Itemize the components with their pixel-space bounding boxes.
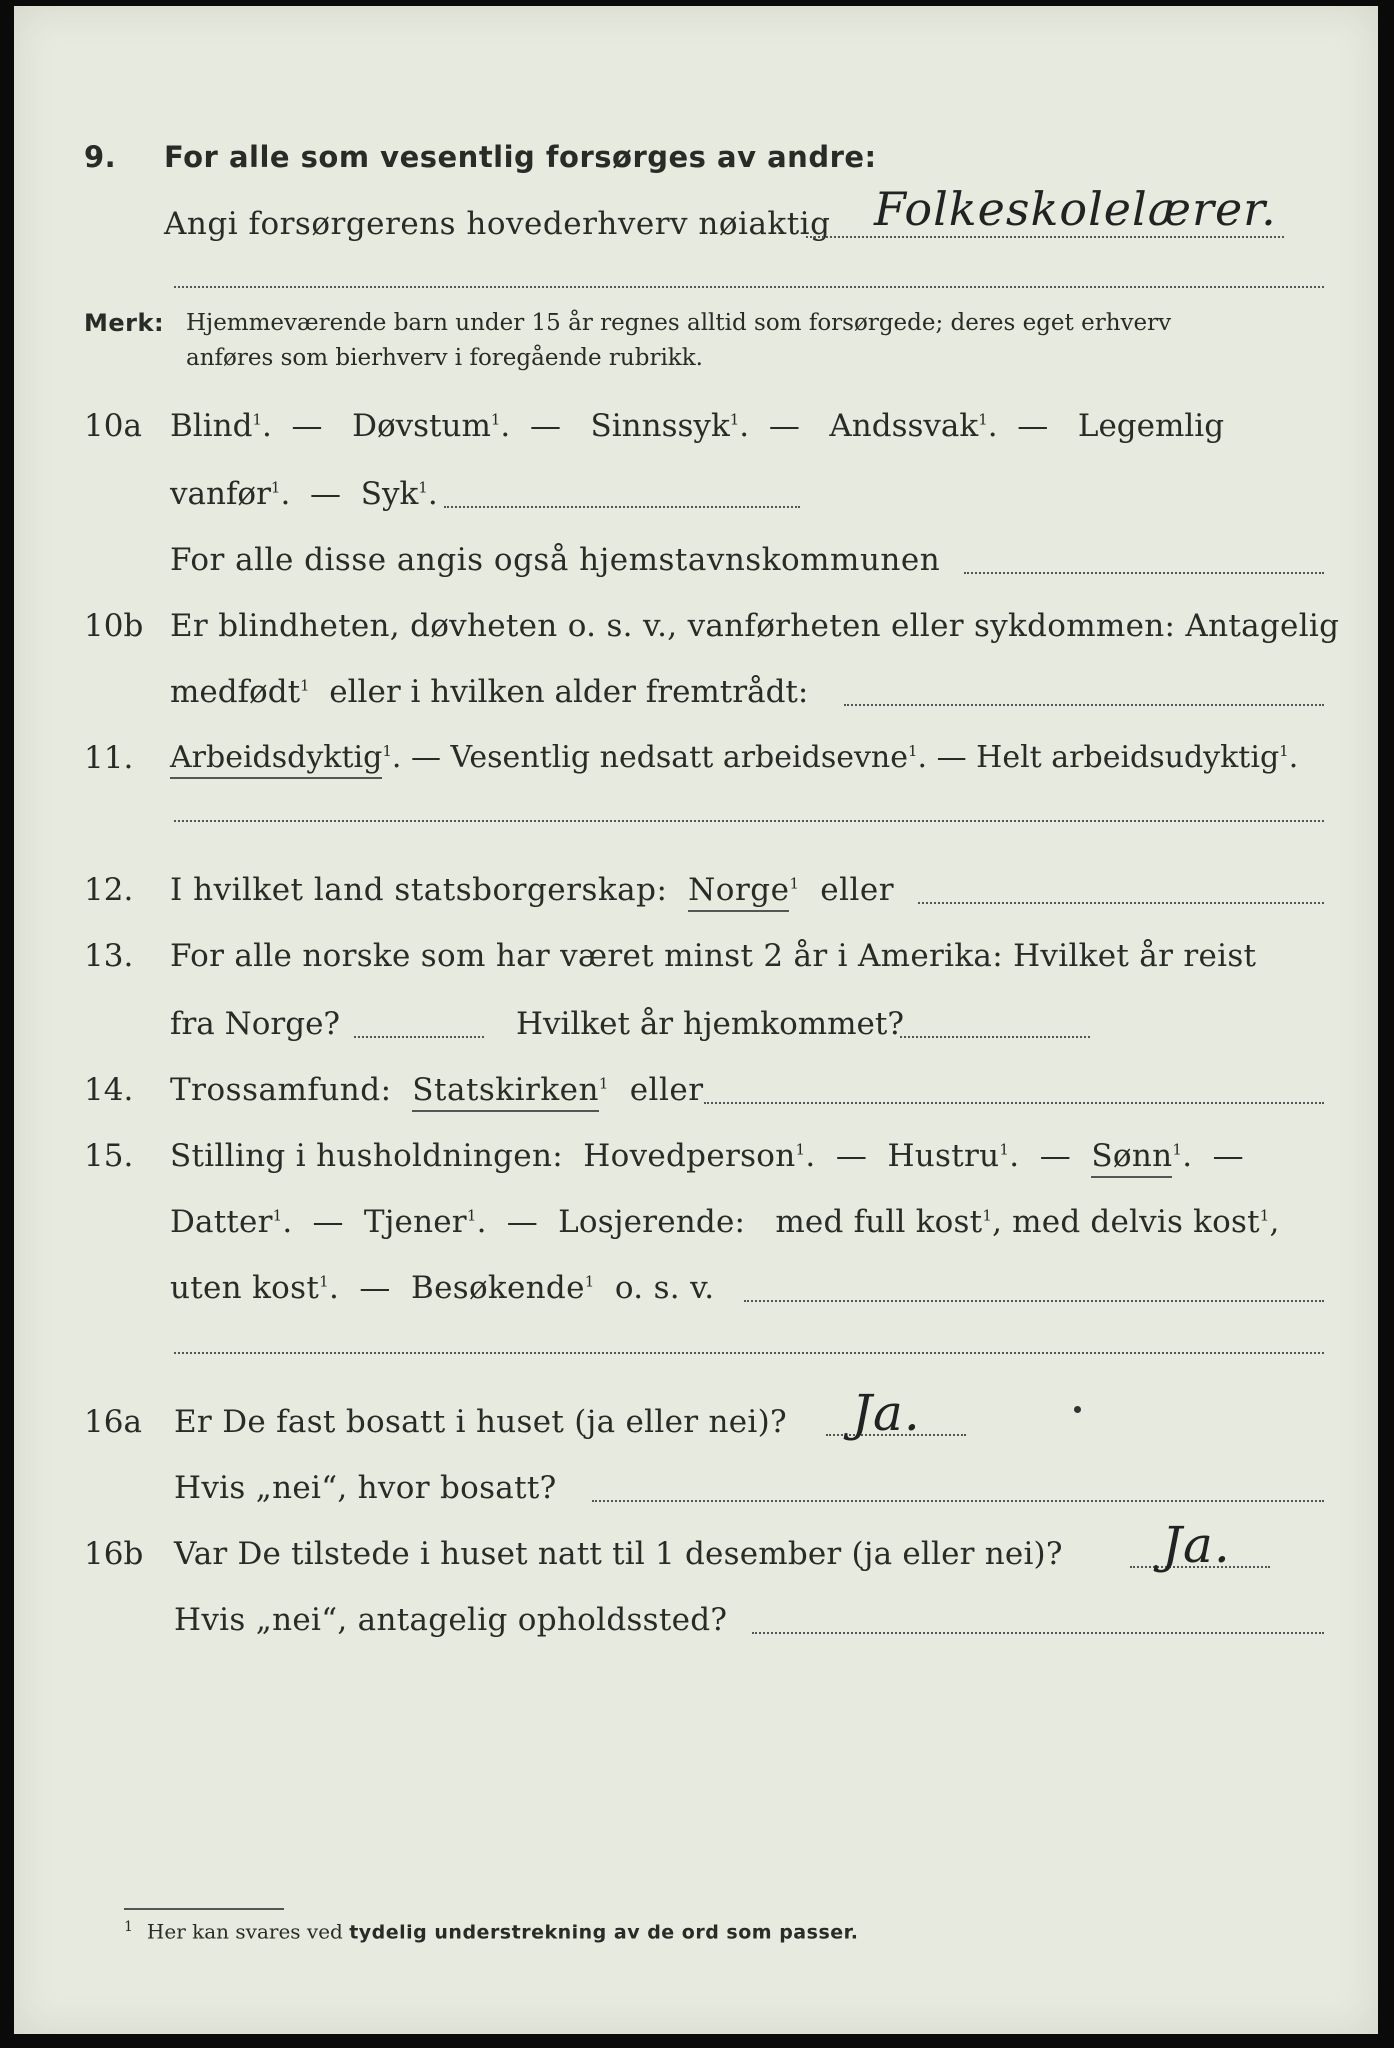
footnote-ref: 1 [466,1206,477,1225]
footnote-ref: 1 [490,410,501,429]
question-text: Er blindheten, døvheten o. s. v., vanførheten eller sykdommen: Antagelig [170,608,1340,644]
question-13 [14,928,1378,984]
footnote-ref: 1 [270,478,281,497]
question-number: 14. [84,1072,134,1108]
question-number: 10b [84,608,144,644]
footnote [124,1919,859,1944]
footnote-marker: 1 [124,1919,133,1935]
question-16a-line2 [14,1460,1378,1516]
footnote-ref: 1 [382,742,392,760]
question-text: Trossamfund: [170,1072,392,1108]
answer-line[interactable] [744,1300,1324,1302]
option-hustru[interactable]: Hustru [887,1138,1000,1174]
question-number: 13. [84,938,134,974]
question-text: eller i hvilken alder fremtrådt: [329,674,809,710]
option-hovedperson[interactable]: Hovedperson [583,1138,796,1174]
question-16b-line2 [14,1592,1378,1648]
footnote-ref: 1 [1259,1206,1270,1225]
question-text: Stilling i husholdningen: [170,1138,563,1174]
footnote-ref: 1 [999,1140,1010,1159]
option-vesentlig-nedsatt[interactable]: Vesentlig nedsatt arbeidsevne [450,740,908,775]
footnote-ref: 1 [1172,1140,1183,1159]
question-16a [14,1384,1378,1450]
footnote-ref: 1 [789,874,800,893]
footnote-ref: 1 [908,742,918,760]
note-label: Merk: [84,309,165,337]
option-sinnssyk[interactable]: Sinnssyk [590,408,730,444]
option-uten-kost[interactable]: uten kost [170,1270,320,1306]
option-arbeidsdyktig-selected[interactable]: Arbeidsdyktig [170,740,382,779]
question-text: I hvilket land statsborgerskap: [170,872,668,908]
question-12 [14,862,1378,918]
answer-line[interactable] [844,704,1324,706]
option-row: Datter$^1$. — Tjener$^1$. — Losjerende: med full kost$^1$, med delvis kost$^1$, [170,1204,1280,1240]
note-text: anføres som bierhverv i foregående rubrikk. [186,345,703,371]
question-10a-line3 [14,532,1378,588]
answer-line[interactable] [704,1102,1324,1104]
answer-line[interactable] [174,820,1324,822]
question-text: Var De tilstede i huset natt til 1 desember (ja eller nei)? [174,1536,1063,1572]
footnote-ref: 1 [272,1206,283,1225]
question-15 [14,1128,1378,1184]
question-text: For alle som vesentlig forsørges av andre: [164,140,877,174]
question-15-line3 [14,1260,1378,1316]
footnote-ref: 1 [729,410,740,429]
option-row: vanfør$^1$. — Syk$^1$. [170,476,438,512]
option-andssvak[interactable]: Andssvak [829,408,979,444]
option-dovstum[interactable]: Døvstum [352,408,491,444]
eller-label: eller [629,1072,704,1108]
option-medfodt[interactable]: medfødt [170,674,301,710]
option-row: Blind$^1$. — Døvstum$^1$. — Sinnssyk$^1$. — Andssvak$^1$. — Legemlig [170,408,1225,444]
question-16b [14,1516,1378,1582]
census-form-page [14,6,1378,2034]
answer-line[interactable] [174,286,1324,288]
option-row [170,674,808,710]
answer-line-hjemkommet[interactable] [900,1036,1090,1038]
footnote-ref: 1 [978,410,988,429]
option-legemlig[interactable]: Legemlig [1077,408,1225,444]
question-13-line2 [14,996,1378,1052]
ink-speck [1074,1406,1081,1413]
question-text: For alle disse angis også hjemstavnskommunen [170,542,941,578]
option-vanfor[interactable]: vanfør [170,476,271,512]
question-number: 12. [84,872,134,908]
option-datter[interactable]: Datter [170,1204,273,1240]
option-norge-selected[interactable]: Norge [688,872,789,912]
eller-label: eller [820,872,895,908]
question-11 [14,730,1378,786]
footnote-ref: 1 [252,410,262,429]
question-number: 11. [84,740,134,776]
option-tjener[interactable]: Tjener [363,1204,467,1240]
question-number: 9. [84,140,117,174]
option-delvis-kost[interactable]: med delvis kost [1012,1204,1260,1240]
footnote-ref: 1 [319,1272,329,1291]
question-10b-line2 [14,664,1378,720]
footnote-ref: 1 [418,478,428,497]
answer-line[interactable] [806,236,1284,238]
answer-line-reist[interactable] [354,1036,484,1038]
option-row: Arbeidsdyktig$^1$. — Vesentlig nedsatt arbeidsevne$^1$. — Helt arbeidsudyktig$^1$. [170,740,1298,775]
note-merk [14,306,1378,386]
footnote-text-bold: tydelig understrekning av de ord som passer. [349,1921,859,1944]
answer-line[interactable] [444,506,800,508]
option-blind[interactable]: Blind [170,408,253,444]
handwritten-answer: Ja. [852,1384,921,1442]
handwritten-answer: Ja. [1162,1516,1231,1574]
question-9-line2 [14,182,1378,252]
question-text: Hvis „nei“, hvor bosatt? [174,1470,557,1506]
question-number: 16b [84,1536,144,1572]
footnote-ref: 1 [584,1272,595,1291]
footnote-ref: 1 [982,1206,993,1225]
option-full-kost[interactable]: med full kost [775,1204,983,1240]
question-number: 16a [84,1404,142,1440]
answer-line[interactable] [592,1500,1324,1502]
osv-label: o. s. v. [614,1270,715,1306]
answer-line[interactable] [752,1632,1324,1634]
question-text: Hvis „nei“, antagelig opholdssted? [174,1602,728,1638]
question-10a-line2 [14,466,1378,522]
question-text: fra Norge? [170,1006,341,1042]
note-text: Hjemmeværende barn under 15 år regnes alltid som forsørgede; deres eget erhverv [186,310,1172,336]
question-number: 15. [84,1138,134,1174]
footnote-text: Her kan svares ved [146,1919,343,1944]
option-row [170,1072,704,1108]
option-row [170,872,894,908]
footnote-ref: 1 [795,1140,806,1159]
question-9 [14,130,1378,186]
option-besokende[interactable]: Besøkende [411,1270,585,1306]
footnote-ref: 1 [1279,742,1289,760]
question-15-line2 [14,1194,1378,1250]
question-10b [14,598,1378,654]
question-text: Er De fast bosatt i huset (ja eller nei)? [174,1404,787,1440]
option-helt-udyktig[interactable]: Helt arbeidsudyktig [976,740,1280,775]
answer-line[interactable] [918,902,1324,904]
question-text: Angi forsørgerens hovederhverv nøiaktig [164,206,831,242]
option-sonn-selected[interactable]: Sønn [1091,1138,1172,1178]
option-row: Stilling i husholdningen: Hovedperson$^1$. — Hustru$^1$. — Sønn$^1$. — [170,1138,1244,1174]
handwritten-answer: Folkeskolelærer. [874,182,1277,236]
footnote-ref: 1 [598,1074,609,1093]
question-number: 10a [84,408,142,444]
answer-line[interactable] [964,572,1324,574]
option-statskirken-selected[interactable]: Statskirken [412,1072,599,1112]
question-14 [14,1062,1378,1118]
option-syk[interactable]: Syk [360,476,419,512]
losjerende-label: Losjerende: [558,1204,746,1240]
question-text: For alle norske som har været minst 2 år i Amerika: Hvilket år reist [170,938,1257,974]
question-text: Hvilket år hjemkommet? [516,1006,904,1042]
footnote-divider [124,1908,284,1910]
answer-line[interactable] [174,1352,1324,1354]
question-10a [14,398,1378,454]
footnote-ref: 1 [300,676,310,695]
option-row: uten kost$^1$. — Besøkende$^1$ o. s. v. [170,1270,715,1306]
